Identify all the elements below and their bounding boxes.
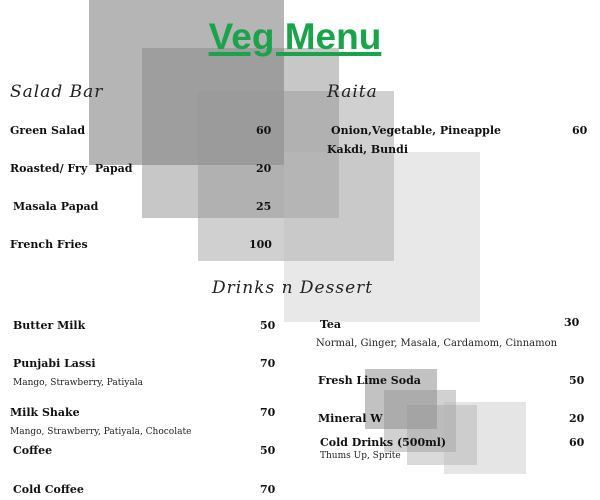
menu-item-name: Fresh Lime Soda [318,374,421,387]
menu-item-options: Thums Up, Sprite [320,451,401,461]
menu-item-name: Masala Papad [13,200,99,213]
menu-item-name: Onion,Vegetable, Pineapple [331,124,502,137]
section-heading-salad-bar: Salad Bar [10,82,104,102]
menu-item-name: Mineral W [318,412,383,425]
menu-item-name: Milk Shake [10,406,80,419]
menu-item-name-continued: Kakdi, Bundi [327,143,409,156]
section-heading-drinks: Drinks n Dessert [212,278,374,298]
menu-item-price: 100 [249,238,272,251]
menu-item-price: 50 [260,444,276,457]
menu-item-name: Green Salad [10,124,86,137]
section-heading-raita: Raita [327,82,378,102]
menu-item-name: Tea [320,318,342,331]
menu-item-options: Mango, Strawberry, Patiyala [13,378,143,388]
menu-item-name: Coffee [13,444,53,457]
menu-title: Veg Menu [208,16,382,57]
menu-item-price: 50 [260,319,276,332]
menu-item-name: Roasted/ Fry Papad [10,162,133,175]
menu-item-options: Mango, Strawberry, Patiyala, Chocolate [10,427,192,437]
menu-item-options: Normal, Ginger, Masala, Cardamom, Cinnamon [316,338,558,349]
menu-item-name: Cold Coffee [13,483,84,496]
menu-item-price: 25 [256,200,272,213]
menu-item-price: 50 [569,374,585,387]
menu-item-price: 60 [572,124,588,137]
menu-item-price: 60 [569,436,585,449]
menu-item-name: Butter Milk [13,319,86,332]
menu-item-price: 30 [564,316,580,329]
menu-item-price: 70 [260,406,276,419]
menu-item-name: French Fries [10,238,88,251]
menu-item-price: 20 [569,412,585,425]
decor-square [444,402,526,474]
menu-item-name: Cold Drinks (500ml) [320,436,447,449]
menu-item-price: 70 [260,483,276,496]
menu-item-name: Punjabi Lassi [13,357,96,370]
menu-item-price: 60 [256,124,272,137]
menu-item-price: 20 [256,162,272,175]
menu-item-price: 70 [260,357,276,370]
